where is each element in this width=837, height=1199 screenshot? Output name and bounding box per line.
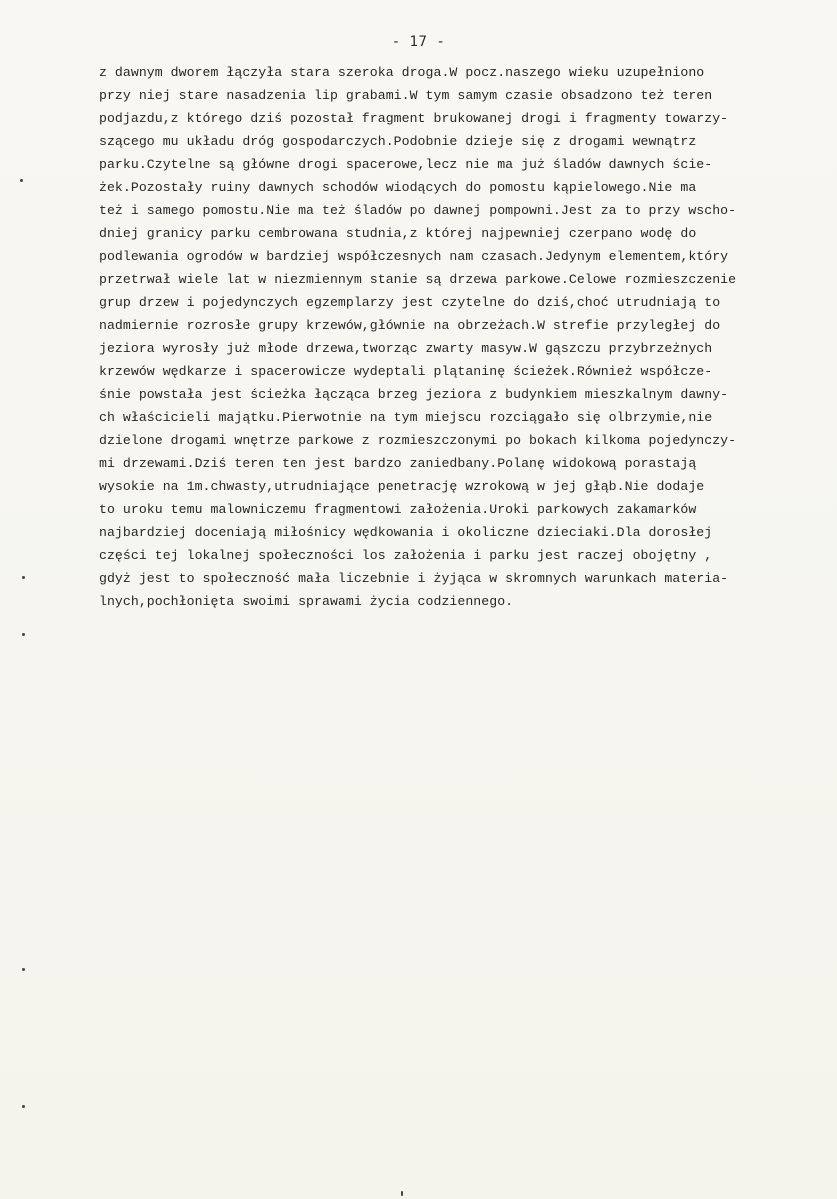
text-line: mi drzewami.Dziś teren ten jest bardzo zaniedbany.Polanę widokową porastają [99,456,697,471]
text-line: wysokie na 1m.chwasty,utrudniające penetrację wzrokową w jej głąb.Nie dodaje [99,479,705,494]
text-line: żek.Pozostały ruiny dawnych schodów wiodących do pomostu kąpielowego.Nie ma [99,180,697,195]
body-text [99,61,789,613]
text-line: dniej granicy parku cembrowana studnia,z której najpewniej czerpano wodę do [99,226,697,241]
text-line: najbardziej doceniają miłośnicy wędkowania i okoliczne dzieciaki.Dla dorosłej [99,525,713,540]
text-line: podlewania ogrodów w bardziej współczesnych nam czasach.Jedynym elementem,który [99,249,729,264]
bottom-edge-mark [401,1191,403,1196]
text-line: parku.Czytelne są główne drogi spacerowe,lecz nie ma już śladów dawnych ście- [99,157,713,172]
text-line: przy niej stare nasadzenia lip grabami.W tym samym czasie obsadzono też teren [99,88,713,103]
page-number: - 17 - [391,34,446,50]
margin-dot [20,179,23,182]
text-line: to uroku temu malowniczemu fragmentowi założenia.Uroki parkowych zakamarków [99,502,697,517]
text-line: gdyż jest to społeczność mała liczebnie i żyjąca w skromnych warunkach materia- [99,571,729,586]
text-line: szącego mu układu dróg gospodarczych.Podobnie dzieje się z drogami wewnątrz [99,134,697,149]
text-line: dzielone drogami wnętrze parkowe z rozmieszczonymi po bokach kilkoma pojedynczy- [99,433,737,448]
margin-dot [22,633,25,636]
margin-dot [22,576,25,579]
text-line: ch właścicieli majątku.Pierwotnie na tym miejscu rozciągało się olbrzymie,nie [99,410,713,425]
text-line: części tej lokalnej społeczności los założenia i parku jest raczej obojętny , [99,548,713,563]
margin-dot [22,968,25,971]
text-line: nadmiernie rozrosłe grupy krzewów,głównie na obrzeżach.W strefie przyległej do [99,318,721,333]
text-line: grup drzew i pojedynczych egzemplarzy jest czytelne do dziś,choć utrudniają to [99,295,721,310]
text-line: z dawnym dworem łączyła stara szeroka droga.W pocz.naszego wieku uzupełniono [99,65,705,80]
text-line: jeziora wyrosły już młode drzewa,tworząc zwarty masyw.W gąszczu przybrzeżnych [99,341,713,356]
text-line: krzewów wędkarze i spacerowicze wydeptali plątaninę ścieżek.Również współcze- [99,364,713,379]
text-line: też i samego pomostu.Nie ma też śladów po dawnej pompowni.Jest za to przy wscho- [99,203,737,218]
text-line: podjazdu,z którego dziś pozostał fragment brukowanej drogi i fragmenty towarzy- [99,111,729,126]
text-line: śnie powstała jest ścieżka łącząca brzeg jeziora z budynkiem mieszkalnym dawny- [99,387,729,402]
text-line: przetrwał wiele lat w niezmiennym stanie są drzewa parkowe.Celowe rozmieszczenie [99,272,737,287]
text-line: lnych,pochłonięta swoimi sprawami życia codziennego. [99,594,514,609]
margin-dot [22,1105,25,1108]
